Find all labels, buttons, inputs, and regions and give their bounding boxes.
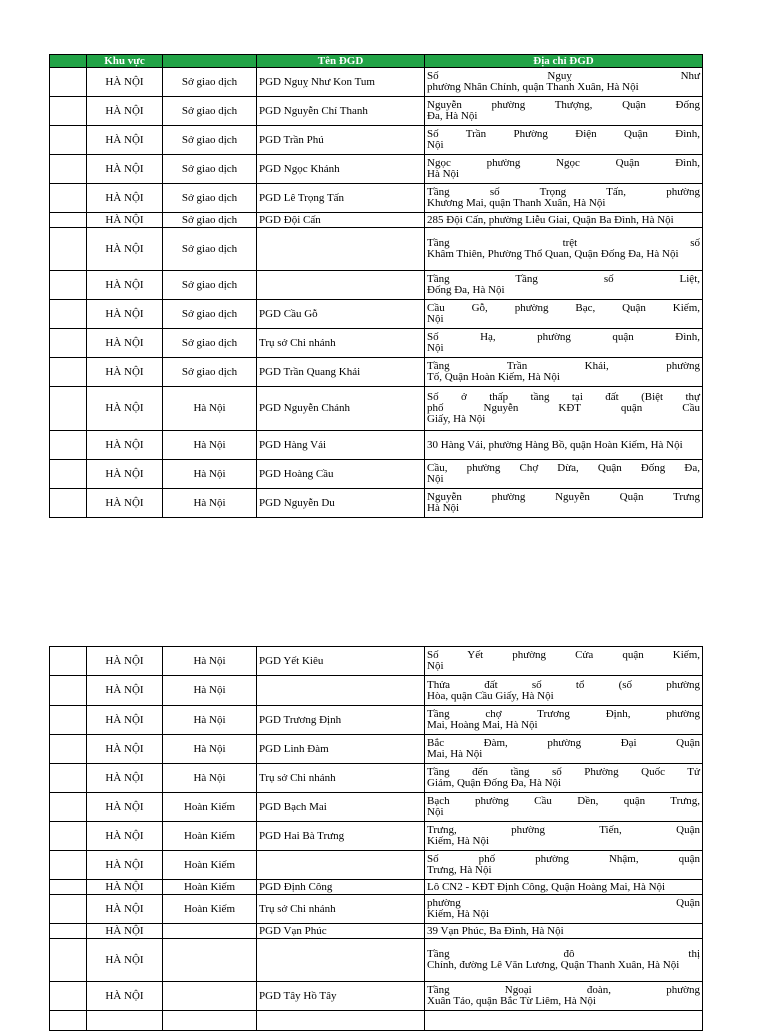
region-cell: HÀ NỘI	[87, 228, 163, 271]
address-line: Nội	[427, 806, 444, 818]
table-header-row	[50, 55, 703, 68]
region-cell: HÀ NỘI	[87, 213, 163, 228]
row-index-cell	[50, 97, 87, 126]
address-cell	[425, 1011, 703, 1031]
transaction-office-name-cell: PGD Trần Quang Khải	[257, 358, 425, 387]
address-line: Tố, Quận Hoàn Kiếm, Hà Nội	[427, 371, 560, 383]
table-row	[50, 706, 703, 735]
table-row	[50, 489, 703, 518]
row-index-cell	[50, 213, 87, 228]
table-row	[50, 851, 703, 880]
branch-cell: Sở giao dịch	[163, 97, 257, 126]
region-cell: HÀ NỘI	[87, 358, 163, 387]
branch-cell: Sở giao dịch	[163, 155, 257, 184]
address-cell	[425, 460, 703, 489]
row-index-cell	[50, 793, 87, 822]
address-line: Tầng trệt số	[427, 237, 700, 249]
table-row	[50, 939, 703, 982]
row-index-cell	[50, 271, 87, 300]
table-row	[50, 126, 703, 155]
transaction-office-name-cell: PGD Bạch Mai	[257, 793, 425, 822]
address-line: Lô CN2 - KĐT Định Công, Quận Hoàng Mai, Hà Nội	[427, 880, 666, 893]
branch-cell: Hoàn Kiếm	[163, 822, 257, 851]
address-cell	[425, 126, 703, 155]
address-cell	[425, 793, 703, 822]
branch-cell: Hoàn Kiếm	[163, 793, 257, 822]
address-line: Trưng, phường Tiến, Quận	[427, 824, 700, 836]
row-index-cell	[50, 822, 87, 851]
address-line: Giám, Quận Đống Đa, Hà Nội	[427, 777, 562, 789]
address-line: Số Nguỵ Như	[427, 70, 700, 82]
region-cell: HÀ NỘI	[87, 793, 163, 822]
table-row	[50, 460, 703, 489]
row-index-cell	[50, 895, 87, 924]
address-line: phường Nhân Chính, quận Thanh Xuân, Hà Nội	[427, 81, 639, 93]
branch-cell: Hà Nội	[163, 387, 257, 431]
address-line: Khương Mai, quận Thanh Xuân, Hà Nội	[427, 197, 606, 209]
region-cell: HÀ NỘI	[87, 184, 163, 213]
table-row	[50, 924, 703, 939]
address-cell	[425, 97, 703, 126]
address-line: Tầng Trần Khải, phường	[427, 360, 700, 372]
row-index-cell	[50, 460, 87, 489]
row-index-cell	[50, 735, 87, 764]
transaction-office-name-cell: PGD Cầu Gỗ	[257, 300, 425, 329]
table-row	[50, 213, 703, 228]
branch-cell: Hà Nội	[163, 460, 257, 489]
region-cell: HÀ NỘI	[87, 895, 163, 924]
row-index-cell	[50, 880, 87, 895]
transaction-office-name-cell: PGD Lê Trọng Tấn	[257, 184, 425, 213]
table-row	[50, 793, 703, 822]
table-row	[50, 647, 703, 676]
branch-cell: Hoàn Kiếm	[163, 880, 257, 895]
address-line: Nguyễn phường Thượng, Quận Đống	[427, 99, 700, 111]
row-index-cell	[50, 126, 87, 155]
branch-cell: Sở giao dịch	[163, 126, 257, 155]
header-region: Khu vực	[87, 55, 163, 68]
branch-cell: Hoàn Kiếm	[163, 895, 257, 924]
region-cell: HÀ NỘI	[87, 851, 163, 880]
transaction-office-name-cell: PGD Nguyễn Chí Thanh	[257, 97, 425, 126]
address-cell	[425, 271, 703, 300]
address-line: Ngọc phường Ngọc Quận Đình,	[427, 157, 700, 169]
region-cell: HÀ NỘI	[87, 68, 163, 97]
address-cell	[425, 489, 703, 518]
address-cell	[425, 184, 703, 213]
transaction-office-name-cell	[257, 271, 425, 300]
row-index-cell	[50, 68, 87, 97]
address-line: Thửa đất số tổ (số phường	[427, 678, 700, 691]
address-line: 30 Hàng Vải, phường Hàng Bồ, quận Hoàn Kiếm, Hà Nội	[427, 438, 683, 451]
address-cell	[425, 647, 703, 676]
region-cell: HÀ NỘI	[87, 735, 163, 764]
address-line: Cầu, phường Chợ Dừa, Quận Đống Đa,	[427, 462, 700, 474]
transaction-office-name-cell: PGD Hoàng Cầu	[257, 460, 425, 489]
row-index-cell	[50, 489, 87, 518]
address-line: Nguyễn phường Nguyễn Quận Trưng	[427, 491, 700, 503]
address-line: Nội	[427, 473, 444, 485]
address-line: Đa, Hà Nội	[427, 110, 478, 122]
address-line: Mai, Hà Nội	[427, 748, 483, 760]
branch-cell: Sở giao dịch	[163, 300, 257, 329]
transaction-office-name-cell	[257, 228, 425, 271]
table-row	[50, 1011, 703, 1031]
address-line: Xuân Tảo, quận Bắc Từ Liêm, Hà Nội	[427, 995, 596, 1007]
row-index-cell	[50, 358, 87, 387]
address-line: Số Hạ, phường quận Đình,	[427, 331, 700, 343]
table-row	[50, 735, 703, 764]
transaction-office-name-cell: PGD Tây Hồ Tây	[257, 982, 425, 1011]
table-row	[50, 68, 703, 97]
address-line: Trưng, Hà Nội	[427, 864, 492, 876]
address-line: Số ở thấp tầng tại đất (Biệt thự	[427, 391, 700, 403]
header-index	[50, 55, 87, 68]
region-cell: HÀ NỘI	[87, 329, 163, 358]
transaction-office-name-cell	[257, 1011, 425, 1031]
address-line: Tầng đô thị	[427, 948, 700, 960]
region-cell: HÀ NỘI	[87, 155, 163, 184]
address-cell	[425, 880, 703, 895]
address-cell	[425, 764, 703, 793]
table-row	[50, 880, 703, 895]
row-index-cell	[50, 329, 87, 358]
branch-cell: Hà Nội	[163, 764, 257, 793]
address-line: phố Nguyễn KĐT quận Cầu	[427, 402, 700, 414]
branch-cell: Hà Nội	[163, 735, 257, 764]
branch-cell	[163, 924, 257, 939]
region-cell: HÀ NỘI	[87, 706, 163, 735]
transaction-office-name-cell: PGD Nguyễn Du	[257, 489, 425, 518]
region-cell: HÀ NỘI	[87, 982, 163, 1011]
row-index-cell	[50, 1011, 87, 1031]
address-line: Giấy, Hà Nội	[427, 413, 486, 425]
address-cell	[425, 706, 703, 735]
table-row	[50, 431, 703, 460]
address-cell	[425, 387, 703, 431]
address-cell	[425, 939, 703, 982]
header-name: Tên ĐGD	[257, 55, 425, 68]
row-index-cell	[50, 706, 87, 735]
branch-cell: Sở giao dịch	[163, 68, 257, 97]
region-cell: HÀ NỘI	[87, 271, 163, 300]
address-line: Tầng Tầng số Liệt,	[427, 273, 700, 285]
region-cell: HÀ NỘI	[87, 126, 163, 155]
region-cell: HÀ NỘI	[87, 97, 163, 126]
transaction-office-name-cell: PGD Nguyễn Chánh	[257, 387, 425, 431]
region-cell: HÀ NỘI	[87, 822, 163, 851]
address-cell	[425, 358, 703, 387]
region-cell: HÀ NỘI	[87, 880, 163, 895]
header-address: Địa chỉ ĐGD	[425, 55, 703, 68]
table-row	[50, 387, 703, 431]
address-line: Số phố phường Nhậm, quận	[427, 853, 700, 865]
transaction-office-name-cell: Trụ sở Chi nhánh	[257, 895, 425, 924]
transaction-office-name-cell: PGD Hai Bà Trưng	[257, 822, 425, 851]
region-cell: HÀ NỘI	[87, 939, 163, 982]
row-index-cell	[50, 300, 87, 329]
transaction-office-name-cell: PGD Hàng Vải	[257, 431, 425, 460]
address-line: Tầng chợ Trương Định, phường	[427, 708, 700, 720]
branch-cell: Sở giao dịch	[163, 213, 257, 228]
row-index-cell	[50, 982, 87, 1011]
address-cell	[425, 735, 703, 764]
row-index-cell	[50, 924, 87, 939]
table-row	[50, 155, 703, 184]
address-line: Bắc Đàm, phường Đại Quận	[427, 737, 700, 749]
branch-cell	[163, 1011, 257, 1031]
transaction-office-name-cell: PGD Vạn Phúc	[257, 924, 425, 939]
address-line: Tầng đến tầng số Phường Quốc Tử	[427, 766, 700, 778]
table-row	[50, 982, 703, 1011]
branch-cell: Sở giao dịch	[163, 228, 257, 271]
branch-cell: Sở giao dịch	[163, 184, 257, 213]
region-cell	[87, 1011, 163, 1031]
transaction-office-name-cell: PGD Linh Đàm	[257, 735, 425, 764]
region-cell: HÀ NỘI	[87, 924, 163, 939]
branch-cell: Hà Nội	[163, 676, 257, 706]
transaction-office-name-cell: Trụ sở Chi nhánh	[257, 329, 425, 358]
address-line: Số Trần Phường Điện Quận Đình,	[427, 128, 700, 140]
address-line: Nội	[427, 342, 444, 354]
row-index-cell	[50, 939, 87, 982]
row-index-cell	[50, 676, 87, 706]
address-line: 39 Vạn Phúc, Ba Đình, Hà Nội	[427, 924, 564, 937]
address-cell	[425, 822, 703, 851]
row-index-cell	[50, 764, 87, 793]
region-cell: HÀ NỘI	[87, 431, 163, 460]
branch-cell: Hà Nội	[163, 647, 257, 676]
row-index-cell	[50, 431, 87, 460]
branch-cell: Sở giao dịch	[163, 271, 257, 300]
table-body	[50, 68, 703, 518]
address-line: 285 Đội Cấn, phường Liễu Giai, Quận Ba Đình, Hà Nội	[427, 213, 674, 226]
address-line: Hòa, quận Cầu Giấy, Hà Nội	[427, 689, 554, 702]
transaction-office-name-cell: PGD Nguỵ Như Kon Tum	[257, 68, 425, 97]
transaction-office-name-cell: PGD Định Công	[257, 880, 425, 895]
table-row	[50, 895, 703, 924]
header-branch	[163, 55, 257, 68]
address-line: phường Quận	[427, 897, 700, 909]
address-line: Tầng Ngoại đoàn, phường	[427, 984, 700, 996]
address-line: Bạch phường Cầu Dền, quận Trưng,	[427, 795, 700, 807]
transaction-office-name-cell	[257, 851, 425, 880]
branch-cell	[163, 982, 257, 1011]
address-line: Nội	[427, 313, 444, 325]
address-cell	[425, 431, 703, 460]
address-line: Mai, Hoàng Mai, Hà Nội	[427, 719, 538, 731]
address-line: Kiếm, Hà Nội	[427, 835, 490, 847]
address-line: Chính, đường Lê Văn Lương, Quận Thanh Xuân, Hà Nội	[427, 959, 680, 971]
transaction-office-name-cell: PGD Trần Phú	[257, 126, 425, 155]
transaction-office-name-cell: PGD Yết Kiêu	[257, 647, 425, 676]
region-cell: HÀ NỘI	[87, 489, 163, 518]
row-index-cell	[50, 851, 87, 880]
address-line: Nội	[427, 660, 444, 672]
address-cell	[425, 982, 703, 1011]
region-cell: HÀ NỘI	[87, 647, 163, 676]
address-cell	[425, 155, 703, 184]
address-line: Tầng số Trọng Tấn, phường	[427, 186, 700, 198]
branch-cell: Sở giao dịch	[163, 329, 257, 358]
address-line: Hà Nội	[427, 168, 460, 180]
region-cell: HÀ NỘI	[87, 300, 163, 329]
region-cell: HÀ NỘI	[87, 387, 163, 431]
address-line: Hà Nội	[427, 502, 460, 514]
row-index-cell	[50, 387, 87, 431]
table-row	[50, 676, 703, 706]
table-row	[50, 358, 703, 387]
branch-cell: Sở giao dịch	[163, 358, 257, 387]
branch-table-bottom	[49, 646, 703, 1031]
transaction-office-name-cell: PGD Ngọc Khánh	[257, 155, 425, 184]
branch-cell	[163, 939, 257, 982]
region-cell: HÀ NỘI	[87, 460, 163, 489]
transaction-office-name-cell: PGD Trương Định	[257, 706, 425, 735]
table-row	[50, 271, 703, 300]
region-cell: HÀ NỘI	[87, 764, 163, 793]
table-row	[50, 764, 703, 793]
address-cell	[425, 228, 703, 271]
address-cell	[425, 68, 703, 97]
address-line: Số Yết phường Cửa quận Kiếm,	[427, 649, 700, 661]
row-index-cell	[50, 184, 87, 213]
address-line: Kiếm, Hà Nội	[427, 908, 490, 920]
address-cell	[425, 895, 703, 924]
branch-cell: Hà Nội	[163, 431, 257, 460]
address-line: Nội	[427, 139, 444, 151]
address-cell	[425, 924, 703, 939]
address-cell	[425, 329, 703, 358]
table-row	[50, 822, 703, 851]
address-cell	[425, 676, 703, 706]
branch-cell: Hoàn Kiếm	[163, 851, 257, 880]
row-index-cell	[50, 228, 87, 271]
branch-cell: Hà Nội	[163, 706, 257, 735]
region-cell: HÀ NỘI	[87, 676, 163, 706]
address-cell	[425, 213, 703, 228]
table-row	[50, 300, 703, 329]
branch-cell: Hà Nội	[163, 489, 257, 518]
transaction-office-name-cell: Trụ sở Chi nhánh	[257, 764, 425, 793]
row-index-cell	[50, 647, 87, 676]
address-line: Đống Đa, Hà Nội	[427, 284, 505, 296]
branch-table-top	[49, 54, 703, 518]
table-row	[50, 184, 703, 213]
transaction-office-name-cell	[257, 676, 425, 706]
table-body	[50, 647, 703, 1031]
table-row	[50, 228, 703, 271]
table-row	[50, 329, 703, 358]
row-index-cell	[50, 155, 87, 184]
transaction-office-name-cell: PGD Đội Cấn	[257, 213, 425, 228]
address-line: Cầu Gỗ, phường Bạc, Quận Kiếm,	[427, 302, 700, 314]
address-line: Khâm Thiên, Phường Thổ Quan, Quận Đống Đa, Hà Nội	[427, 248, 679, 260]
address-cell	[425, 851, 703, 880]
transaction-office-name-cell	[257, 939, 425, 982]
address-cell	[425, 300, 703, 329]
table-row	[50, 97, 703, 126]
